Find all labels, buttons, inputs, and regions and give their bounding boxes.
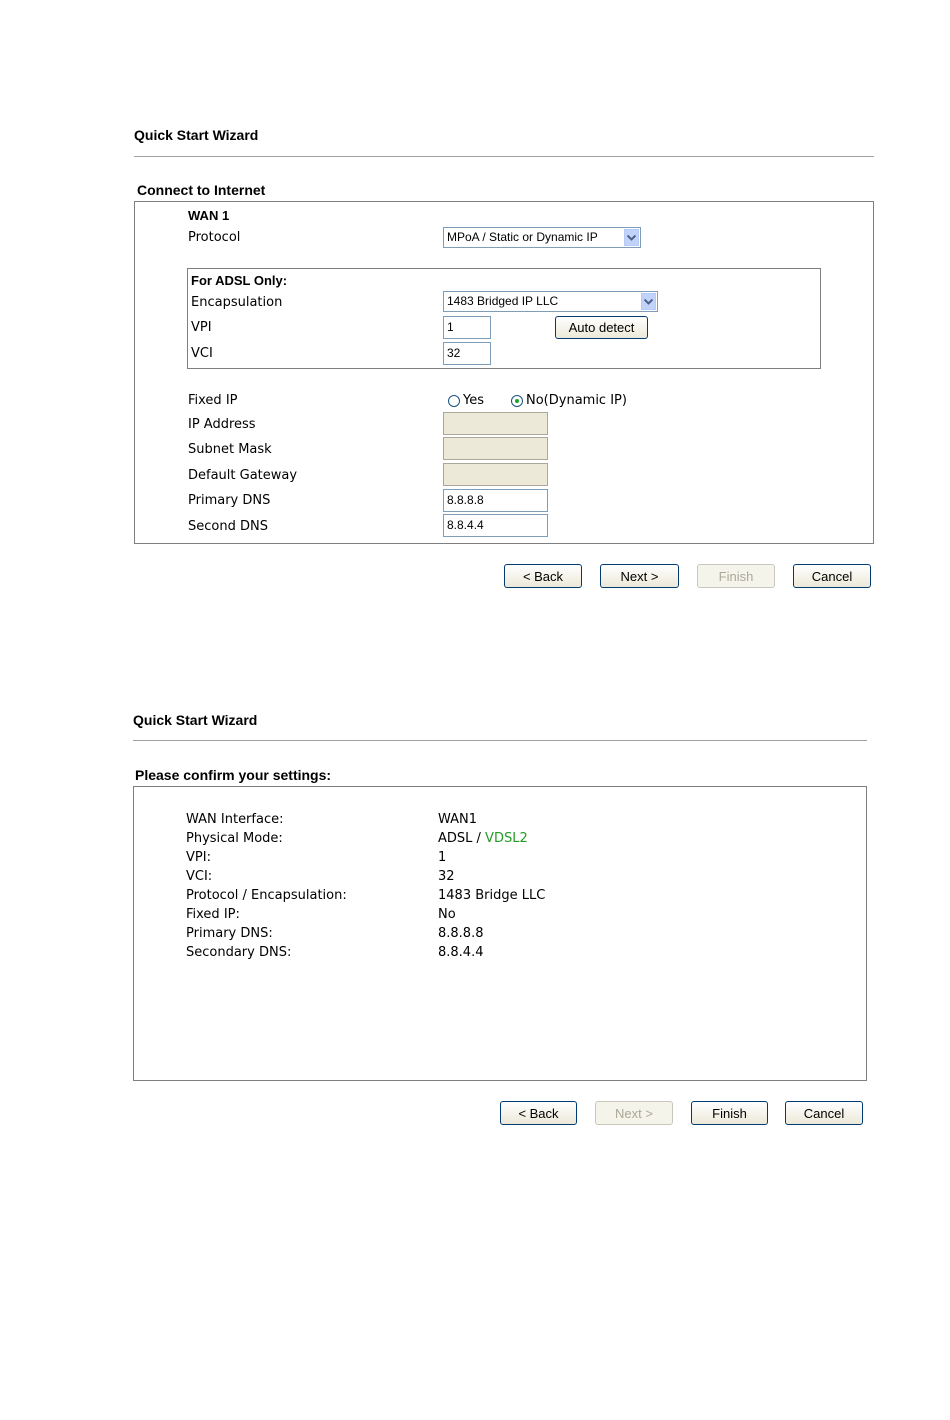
primary-dns-input[interactable]: 8.8.8.8 <box>443 489 548 512</box>
vci-input[interactable]: 32 <box>443 342 491 365</box>
subnet-mask-label: Subnet Mask <box>188 442 272 457</box>
summary-value: 1483 Bridge LLC <box>438 888 546 903</box>
cancel-button[interactable]: Cancel <box>793 564 871 588</box>
summary-label: Secondary DNS: <box>186 945 292 960</box>
vpi-label: VPI <box>191 320 212 335</box>
second-dns-input[interactable]: 8.8.4.4 <box>443 514 548 537</box>
fixed-ip-no-radio[interactable] <box>511 395 523 407</box>
primary-dns-label: Primary DNS <box>188 493 271 508</box>
vdsl2-highlight: VDSL2 <box>485 831 528 846</box>
ip-address-label: IP Address <box>188 417 256 432</box>
second-dns-label: Second DNS <box>188 519 268 534</box>
summary-label: Primary DNS: <box>186 926 273 941</box>
chevron-down-icon <box>641 293 656 310</box>
summary-value: 8.8.8.8 <box>438 926 484 941</box>
wizard2-section-title: Please confirm your settings: <box>135 767 332 783</box>
summary-label: VCI: <box>186 869 213 884</box>
wizard1-section-title: Connect to Internet <box>137 182 266 198</box>
subnet-mask-input <box>443 437 548 460</box>
wizard1-title: Quick Start Wizard <box>134 127 259 143</box>
summary-value: ADSL / VDSL2 <box>438 831 528 846</box>
summary-label: Fixed IP: <box>186 907 240 922</box>
summary-label: Protocol / Encapsulation: <box>186 888 347 903</box>
protocol-select-value: MPoA / Static or Dynamic IP <box>447 230 598 244</box>
fixed-ip-no-option[interactable] <box>511 393 627 408</box>
finish-button: Finish <box>697 564 775 588</box>
wizard1-title-divider <box>134 156 874 157</box>
summary-value: 8.8.4.4 <box>438 945 484 960</box>
fixed-ip-yes-label: Yes <box>463 393 484 408</box>
chevron-down-icon <box>624 229 639 246</box>
back-button[interactable]: < Back <box>504 564 582 588</box>
summary-value: 32 <box>438 869 455 884</box>
protocol-label: Protocol <box>188 230 241 245</box>
summary-value: WAN1 <box>438 812 478 827</box>
default-gateway-label: Default Gateway <box>188 468 298 483</box>
fixed-ip-label: Fixed IP <box>188 393 238 408</box>
ip-address-input <box>443 412 548 435</box>
summary-label: VPI: <box>186 850 211 865</box>
wizard2-title-divider <box>133 740 867 741</box>
fixed-ip-yes-radio[interactable] <box>448 395 460 407</box>
next-button[interactable]: Next > <box>600 564 679 588</box>
wizard2-title: Quick Start Wizard <box>133 712 258 728</box>
summary-label: Physical Mode: <box>186 831 283 846</box>
vpi-input[interactable]: 1 <box>443 316 491 339</box>
summary-value: No <box>438 907 456 922</box>
summary-label: WAN Interface: <box>186 812 284 827</box>
protocol-select[interactable] <box>443 227 641 248</box>
finish-button[interactable]: Finish <box>691 1101 768 1125</box>
vci-label: VCI <box>191 346 213 361</box>
back-button[interactable]: < Back <box>500 1101 577 1125</box>
wan-label: WAN 1 <box>188 208 230 223</box>
encapsulation-label: Encapsulation <box>191 295 283 310</box>
default-gateway-input <box>443 463 548 486</box>
adsl-header: For ADSL Only: <box>191 273 288 288</box>
summary-value: 1 <box>438 850 447 865</box>
auto-detect-button[interactable]: Auto detect <box>555 316 648 339</box>
encapsulation-select[interactable] <box>443 291 658 312</box>
cancel-button[interactable]: Cancel <box>785 1101 863 1125</box>
fixed-ip-no-label: No(Dynamic IP) <box>526 393 627 408</box>
next-button: Next > <box>595 1101 673 1125</box>
fixed-ip-yes-option[interactable] <box>448 393 484 408</box>
encapsulation-select-value: 1483 Bridged IP LLC <box>447 294 559 308</box>
